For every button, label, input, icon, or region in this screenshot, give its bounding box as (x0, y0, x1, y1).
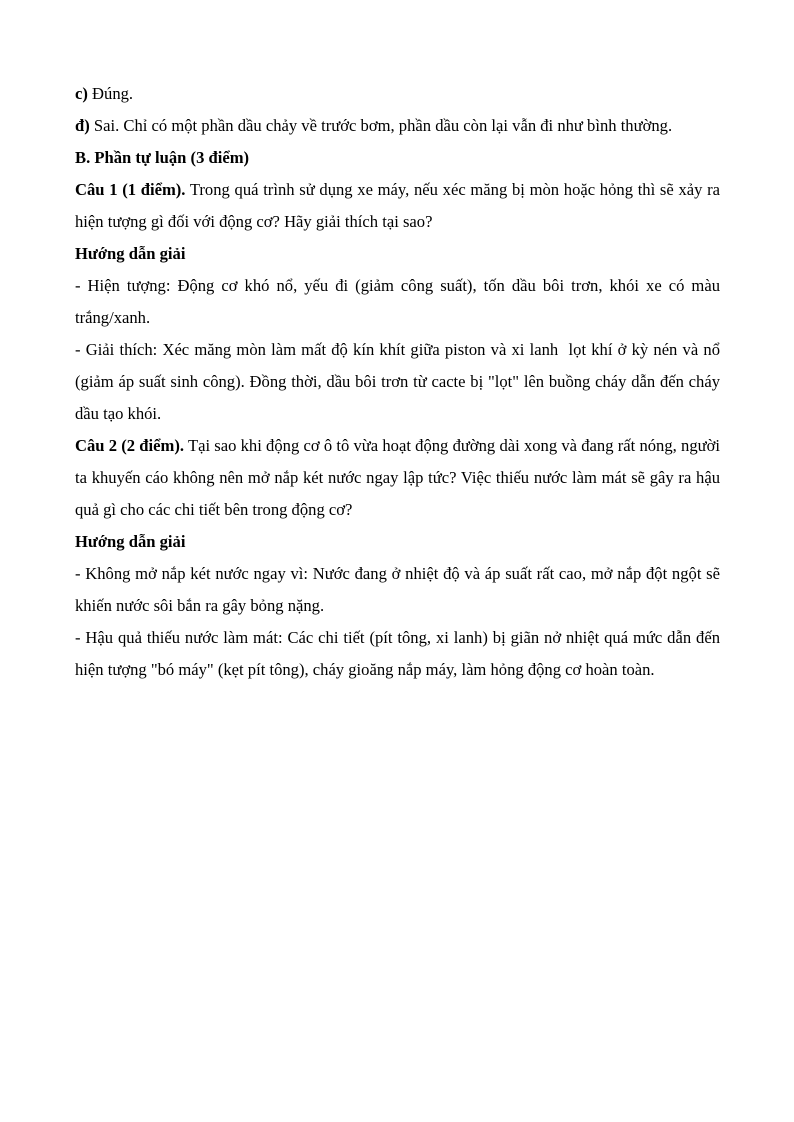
solution-2-consequence (75, 622, 720, 686)
solution-heading-1 (75, 238, 720, 270)
solution-1-phenomenon-text: - Hiện tượng: Động cơ khó nổ, yếu đi (giảm công suất), tốn dầu bôi trơn, khói xe có màu trắng/xanh. (75, 276, 720, 327)
question-1-text: Trong quá trình sử dụng xe máy, nếu xéc măng bị mòn hoặc hỏng thì sẽ xảy ra hiện tượng gì đối với động cơ? Hãy giải thích tại sao? (75, 180, 720, 231)
question-2-label: Câu 2 (2 điểm). (75, 436, 185, 455)
document-body (75, 78, 720, 686)
answer-item-d-text: Sai. Chỉ có một phần dầu chảy về trước bơm, phần dầu còn lại vẫn đi như bình thường. (89, 116, 673, 135)
answer-item-d (75, 110, 720, 142)
answer-item-d-label: đ) (75, 116, 90, 135)
solution-2-consequence-text: - Hậu quả thiếu nước làm mát: Các chi tiết (pít tông, xi lanh) bị giãn nở nhiệt quá mức dẫn đến hiện tượng "bó máy" (kẹt pít tông), cháy gioăng nắp máy, làm hỏng động cơ hoàn toàn. (75, 628, 720, 679)
question-2-text: Tại sao khi động cơ ô tô vừa hoạt động đường dài xong và đang rất nóng, người ta khuyến cáo không nên mở nắp két nước ngay lập tức? Việc thiếu nước làm mát sẽ gây ra hậu quả gì cho các chi tiết bên trong động cơ? (75, 436, 720, 519)
question-2 (75, 430, 720, 526)
solution-2-reason-text: - Không mở nắp két nước ngay vì: Nước đang ở nhiệt độ và áp suất rất cao, mở nắp đột ngột sẽ khiến nước sôi bắn ra gây bỏng nặng. (75, 564, 720, 615)
solution-2-reason (75, 558, 720, 622)
solution-1-explanation-text: - Giải thích: Xéc măng mòn làm mất độ kín khít giữa piston và xi lanh lọt khí ở kỳ nén và nổ (giảm áp suất sinh công). Đồng thời, dầu bôi trơn từ cacte bị "lọt" lên buồng cháy dẫn đến cháy dầu tạo khói. (75, 340, 720, 423)
solution-heading-2-text: Hướng dẫn giải (75, 532, 186, 551)
answer-item-c-text: Đúng. (87, 84, 134, 103)
solution-1-explanation (75, 334, 720, 430)
question-1 (75, 174, 720, 238)
solution-heading-2 (75, 526, 720, 558)
solution-1-phenomenon (75, 270, 720, 334)
answer-item-c (75, 78, 720, 110)
section-b-heading-text: B. Phần tự luận (3 điểm) (75, 148, 250, 167)
solution-heading-1-text: Hướng dẫn giải (75, 244, 186, 263)
question-1-label: Câu 1 (1 điểm). (75, 180, 186, 199)
section-b-heading (75, 142, 720, 174)
answer-item-c-label: c) (75, 84, 88, 103)
